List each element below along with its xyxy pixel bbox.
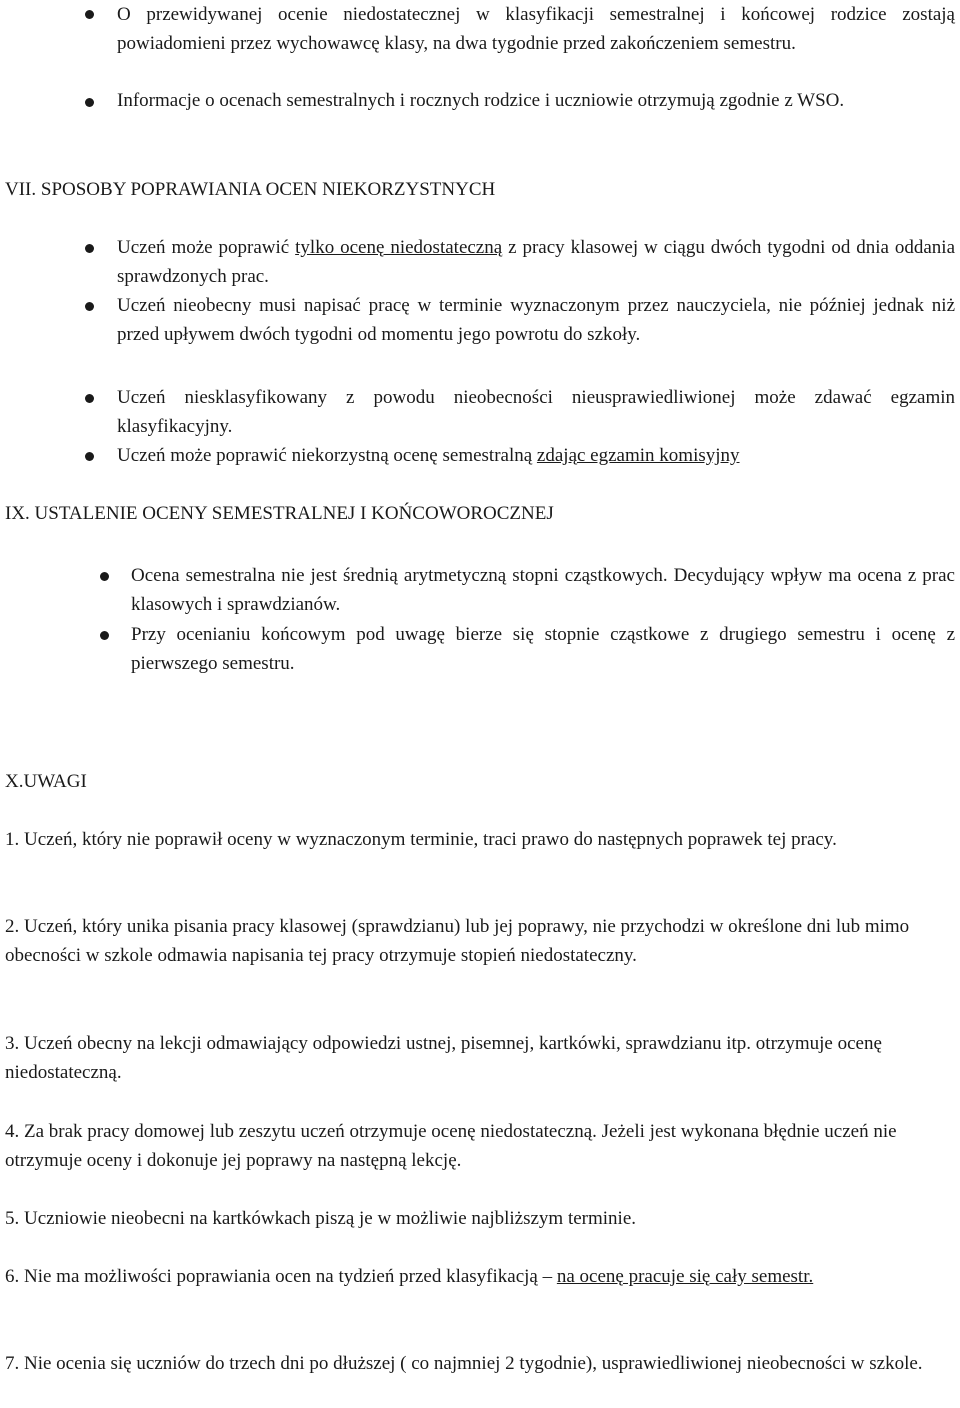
remark-3: 3. Uczeń obecny na lekcji odmawiający odpowiedzi ustnej, pisemnej, kartkówki, sprawdzianu itp. otrzymuje ocenę niedostateczną. [5,1033,882,1083]
bullet-text-improve-grade: Uczeń może poprawić tylko ocenę niedostateczną z pracy klasowej w ciągu dwóch tygodni od dnia oddania sprawdzonych prac. [117,237,956,287]
bullet-icon [85,244,94,253]
remark-1: 1. Uczeń, który nie poprawił oceny w wyznaczonym terminie, traci prawo do następnych poprawek tej pracy. [5,829,837,850]
remark-4: 4. Za brak pracy domowej lub zeszytu uczeń otrzymuje ocenę niedostateczną. Jeżeli jest wykonana błędnie uczeń nie otrzymuje oceny i dokonuje jej poprawy na następną lekcję. [5,1121,897,1171]
bullet-text-parents-notified: O przewidywanej ocenie niedostatecznej w klasyfikacji semestralnej i końcowej rodzice zostają powiadomieni przez wychowawcę klasy, na dwa tygodnie przed zakończeniem semestru. [117,4,955,54]
underlined-phrase: na ocenę pracuje się cały semestr. [556,1266,814,1287]
bullet-icon [85,98,94,107]
bullet-text-grade-info: Informacje o ocenach semestralnych i rocznych rodzice i uczniowie otrzymują zgodnie z WSO. [117,90,845,111]
bullet-text-semester-grade: Ocena semestralna nie jest średnią arytmetyczną stopni cząstkowych. Decydujący wpływ ma ocena z prac klasowych i sprawdzianów. [131,565,955,615]
bullet-icon [100,631,109,640]
section-heading-x: X.UWAGI [5,771,87,792]
section-heading-ix: IX. USTALENIE OCENY SEMESTRALNEJ I KOŃCOWOROCZNEJ [5,503,554,524]
underlined-phrase: zdając egzamin komisyjny [536,445,740,466]
bullet-icon [100,572,109,581]
bullet-text-unclassified: Uczeń niesklasyfikowany z powodu nieobecności nieusprawiedliwionej może zdawać egzamin klasyfikacyjny. [117,387,955,437]
bullet-text-final-grade: Przy ocenianiu końcowym pod uwagę bierze się stopnie cząstkowe z drugiego semestru i ocenę z pierwszego semestru. [131,624,955,674]
underlined-phrase: tylko ocenę niedostateczną [295,237,503,258]
bullet-icon [85,10,94,19]
remark-5: 5. Uczniowie nieobecni na kartkówkach piszą je w możliwie najbliższym terminie. [5,1208,637,1229]
bullet-icon [85,394,94,403]
bullet-icon [85,302,94,311]
section-heading-vii: VII. SPOSOBY POPRAWIANIA OCEN NIEKORZYSTNYCH [5,179,496,200]
bullet-text-committee-exam: Uczeń może poprawić niekorzystną ocenę semestralną zdając egzamin komisyjny [117,445,740,466]
remark-2: 2. Uczeń, który unika pisania pracy klasowej (sprawdzianu) lub jej poprawy, nie przychodzi w określone dni lub mimo obecności w szkole odmawia napisania tej pracy otrzymuje stopień niedostateczny. [5,916,910,966]
remark-6: 6. Nie ma możliwości poprawiania ocen na tydzień przed klasyfikacją – na ocenę pracuje się cały semestr. [5,1266,814,1287]
bullet-text-absent-student: Uczeń nieobecny musi napisać pracę w terminie wyznaczonym przez nauczyciela, nie później jednak niż przed upływem dwóch tygodni od momentu jego powrotu do szkoły. [117,295,955,345]
remark-7: 7. Nie ocenia się uczniów do trzech dni po dłuższej ( co najmniej 2 tygodnie), usprawiedliwionej nieobecności w szkole. [5,1353,923,1374]
bullet-icon [85,452,94,461]
